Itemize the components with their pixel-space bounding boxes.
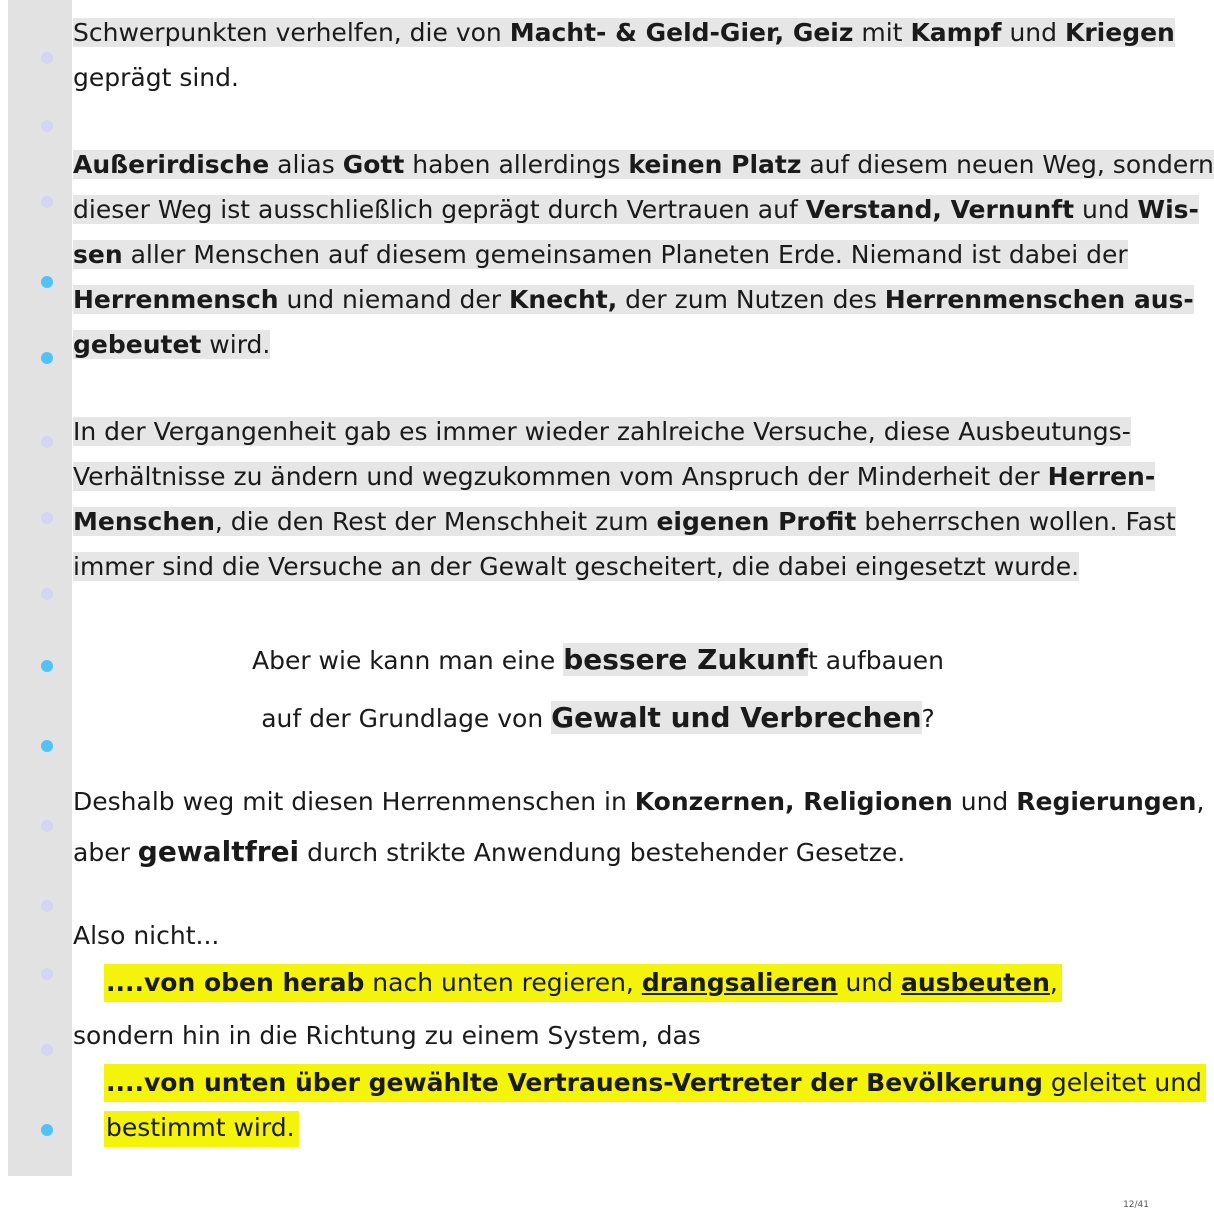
text-run: wird. [201,330,271,359]
margin-dot [41,1124,53,1136]
text-run-bold: Herrenmenschen aus- [884,285,1194,314]
text-run: auf diesem neuen Weg, sondern [801,150,1214,179]
margin-dot [41,588,53,600]
margin-bar [8,0,72,1176]
text-run: alias [269,150,343,179]
margin-dot [41,196,53,208]
text-run-bold: ....von oben herab [106,968,365,997]
page-number: 12/41 [1123,1200,1149,1210]
paragraph-1-line-2 [73,55,1163,100]
text-run: Verhältnisse zu ändern und wegzukommen vom Anspruch der Minderheit der [73,462,1048,491]
text-run: der zum Nutzen des [617,285,885,314]
text-run: bestimmt wird. [106,1113,295,1142]
text-run-bold: Gott [342,150,405,179]
text-run-bold: Kriegen [1064,18,1175,47]
yellow-highlight [104,1111,299,1147]
text-run-bold: Gewalt und Verbrechen [551,701,922,734]
paragraph-4-line-1 [73,777,1205,827]
paragraph-2-line-5 [73,322,1163,367]
text-run: aller Menschen auf diesem gemeinsamen Planeten Erde. Niemand ist dabei der [122,240,1128,269]
text-run: geprägt sind. [73,63,239,92]
text-run-bold: Regierungen [1016,787,1197,816]
text-run: aber [73,838,138,867]
paragraph-5-middle [73,1012,1163,1060]
yellow-highlight [104,964,1062,1002]
text-run-bold: Wis- [1137,195,1199,224]
paragraph-2-line-2 [73,187,1199,232]
text-run: haben allerdings [404,150,629,179]
text-run: mit [853,18,911,47]
text-run: In der Vergangenheit gab es immer wieder zahlreiche Versuche, diese Ausbeutungs- [73,417,1131,446]
question-line-2 [73,689,1163,747]
margin-dot [41,1044,53,1056]
text-run: und [1074,195,1138,224]
text-run: t aufbauen [808,646,945,675]
text-run: und niemand der [278,285,510,314]
paragraph-1-line-1 [73,10,1175,55]
paragraph-2-line-1 [73,142,1214,187]
text-run-bold: Macht- & Geld-Gier, Geiz [509,18,854,47]
margin-dot [41,120,53,132]
text-run-bold: Verstand, Vernunft [805,195,1075,224]
paragraph-5-intro [73,912,1163,960]
paragraph-3-line-4 [73,544,1163,589]
question-line-1 [73,631,1163,689]
margin-dot [41,436,53,448]
text-run-bold: Knecht, [509,285,618,314]
text-run: , [1049,968,1058,997]
text-run-bold: Konzernen, Religionen [634,787,953,816]
text-run: durch strikte Anwendung bestehender Gesetze. [299,838,906,867]
paragraph-4-line-2 [73,827,1163,877]
margin-dot [41,52,53,64]
paragraph-2-line-4 [73,277,1194,322]
margin-dot [41,820,53,832]
text-run-bold: eigenen Profit [656,507,857,536]
margin-dot [41,512,53,524]
margin-dot [41,740,53,752]
text-run: , [1196,787,1205,816]
margin-dot [41,276,53,288]
text-run-bold: Menschen [73,507,215,536]
text-run: sondern hin in die Richtung zu einem System, das [73,1021,701,1050]
text-run-bold: ausbeuten [900,968,1050,997]
text-run: und [952,787,1017,816]
yellow-highlight [104,1064,1206,1102]
highlight-block-1 [73,960,1163,1012]
text-run: Also nicht... [73,921,220,950]
text-run-bold: Außerirdische [73,150,270,179]
text-run-bold: Kampf [910,18,1002,47]
text-run: geleitet und [1042,1068,1202,1097]
margin-dot [41,352,53,364]
text-run: auf der Grundlage von [261,704,552,733]
text-run-bold: keinen Platz [628,150,802,179]
text-run-bold: sen [73,240,123,269]
margin-dot [41,660,53,672]
text-run: Deshalb weg mit diesen Herrenmenschen in [73,787,635,816]
margin-dot [41,968,53,980]
text-run: ? [921,704,935,733]
text-run: Schwerpunkten verhelfen, die von [73,18,510,47]
text-run-bold: drangsalieren [641,968,838,997]
text-run-bold: gewaltfrei [137,835,300,868]
paragraph-3-line-1 [73,409,1163,454]
paragraph-2-line-3 [73,232,1163,277]
margin-dot [41,900,53,912]
text-run-bold: Herrenmensch [73,285,279,314]
text-run: dieser Weg ist ausschließlich geprägt durch Vertrauen auf [73,195,806,224]
text-run: Aber wie kann man eine [251,646,564,675]
paragraph-3-line-3 [73,499,1176,544]
highlight-block-2 [73,1060,1202,1150]
text-run-bold: ....von unten über gewählte Vertrauens-Vertreter der Bevölkerung [106,1068,1043,1097]
text-run: , die den Rest der Menschheit zum [214,507,657,536]
document-body [73,0,1214,1150]
text-run: nach unten regieren, [364,968,642,997]
text-run: und [837,968,901,997]
text-run: immer sind die Versuche an der Gewalt gescheitert, die dabei eingesetzt wurde. [73,552,1080,581]
text-run-bold: Herren- [1047,462,1156,491]
text-run: beherrschen wollen. Fast [856,507,1176,536]
paragraph-3-line-2 [73,454,1163,499]
text-run-bold: gebeutet [73,330,202,359]
text-run: und [1001,18,1065,47]
text-run-bold: bessere Zukunf [563,643,809,676]
